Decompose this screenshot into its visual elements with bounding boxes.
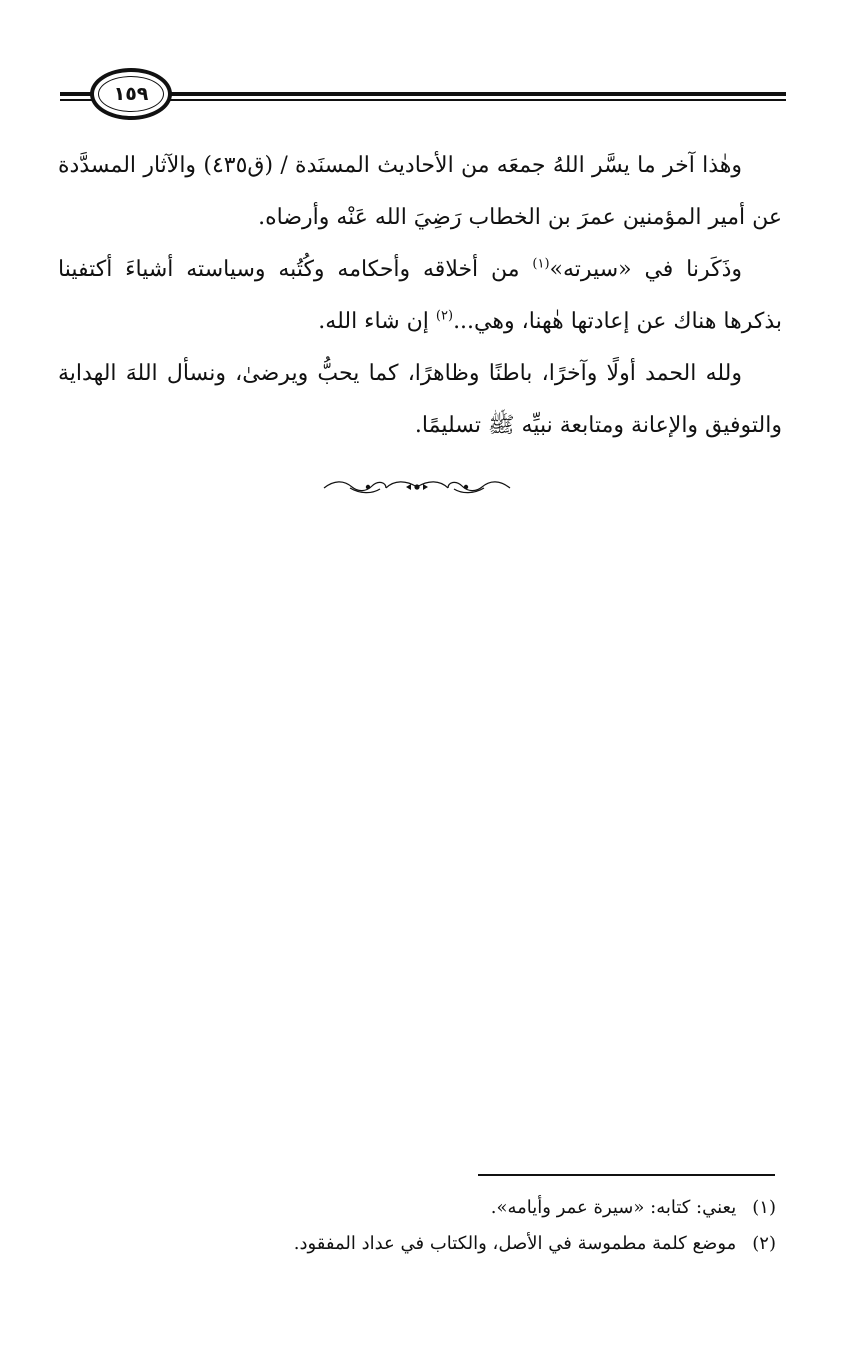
footnotes <box>176 1190 776 1262</box>
footnote-1 <box>176 1190 776 1226</box>
ornament-divider <box>320 476 514 498</box>
footnote-ref-1[interactable]: (١) <box>532 256 550 272</box>
footnote-number: (٢) <box>752 1233 776 1254</box>
page-header <box>60 68 786 120</box>
paragraph-2-part2: من أخلاقه وأحكامه وكُتُبه وسياسته أشياءَ أكتفينا بذكرها هناك عن إعادتها هٰهنا، وهي... <box>58 257 782 334</box>
paragraph-2-part3: إن شاء الله. <box>318 309 436 334</box>
page-number-medallion <box>90 68 172 120</box>
footnote-text: يعني: كتابه: «سيرة عمر وأيامه». <box>490 1197 737 1218</box>
footnote-2 <box>176 1226 776 1262</box>
footnote-ref-2[interactable]: (٢) <box>435 308 454 324</box>
paragraph-3: ولله الحمد أولًا وآخرًا، باطنًا وظاهرًا، كما يحبُّ ويرضىٰ، ونسأل اللهَ الهداية والتوفيق والإعانة ومتابعة نبيِّه ﷺ تسليمًا. <box>58 361 782 438</box>
main-text <box>58 140 782 452</box>
page-number: ١٥٩ <box>113 83 149 105</box>
paragraph-2 <box>58 244 782 348</box>
paragraph-2-part1: وذَكَرنا في «سيرته» <box>549 257 743 282</box>
footnote-number: (١) <box>752 1197 776 1218</box>
footnote-separator <box>478 1174 775 1176</box>
paragraph-1: وهٰذا آخر ما يسَّر اللهُ جمعَه من الأحاديث المسنَدة / (ق٤٣٥) والآثار المسدَّدة عن أمير المؤمنين عمرَ بن الخطاب رَضِيَ الله عَنْه وأرضاه. <box>58 153 782 230</box>
footnote-text: موضع كلمة مطموسة في الأصل، والكتاب في عداد المفقود. <box>293 1233 737 1254</box>
